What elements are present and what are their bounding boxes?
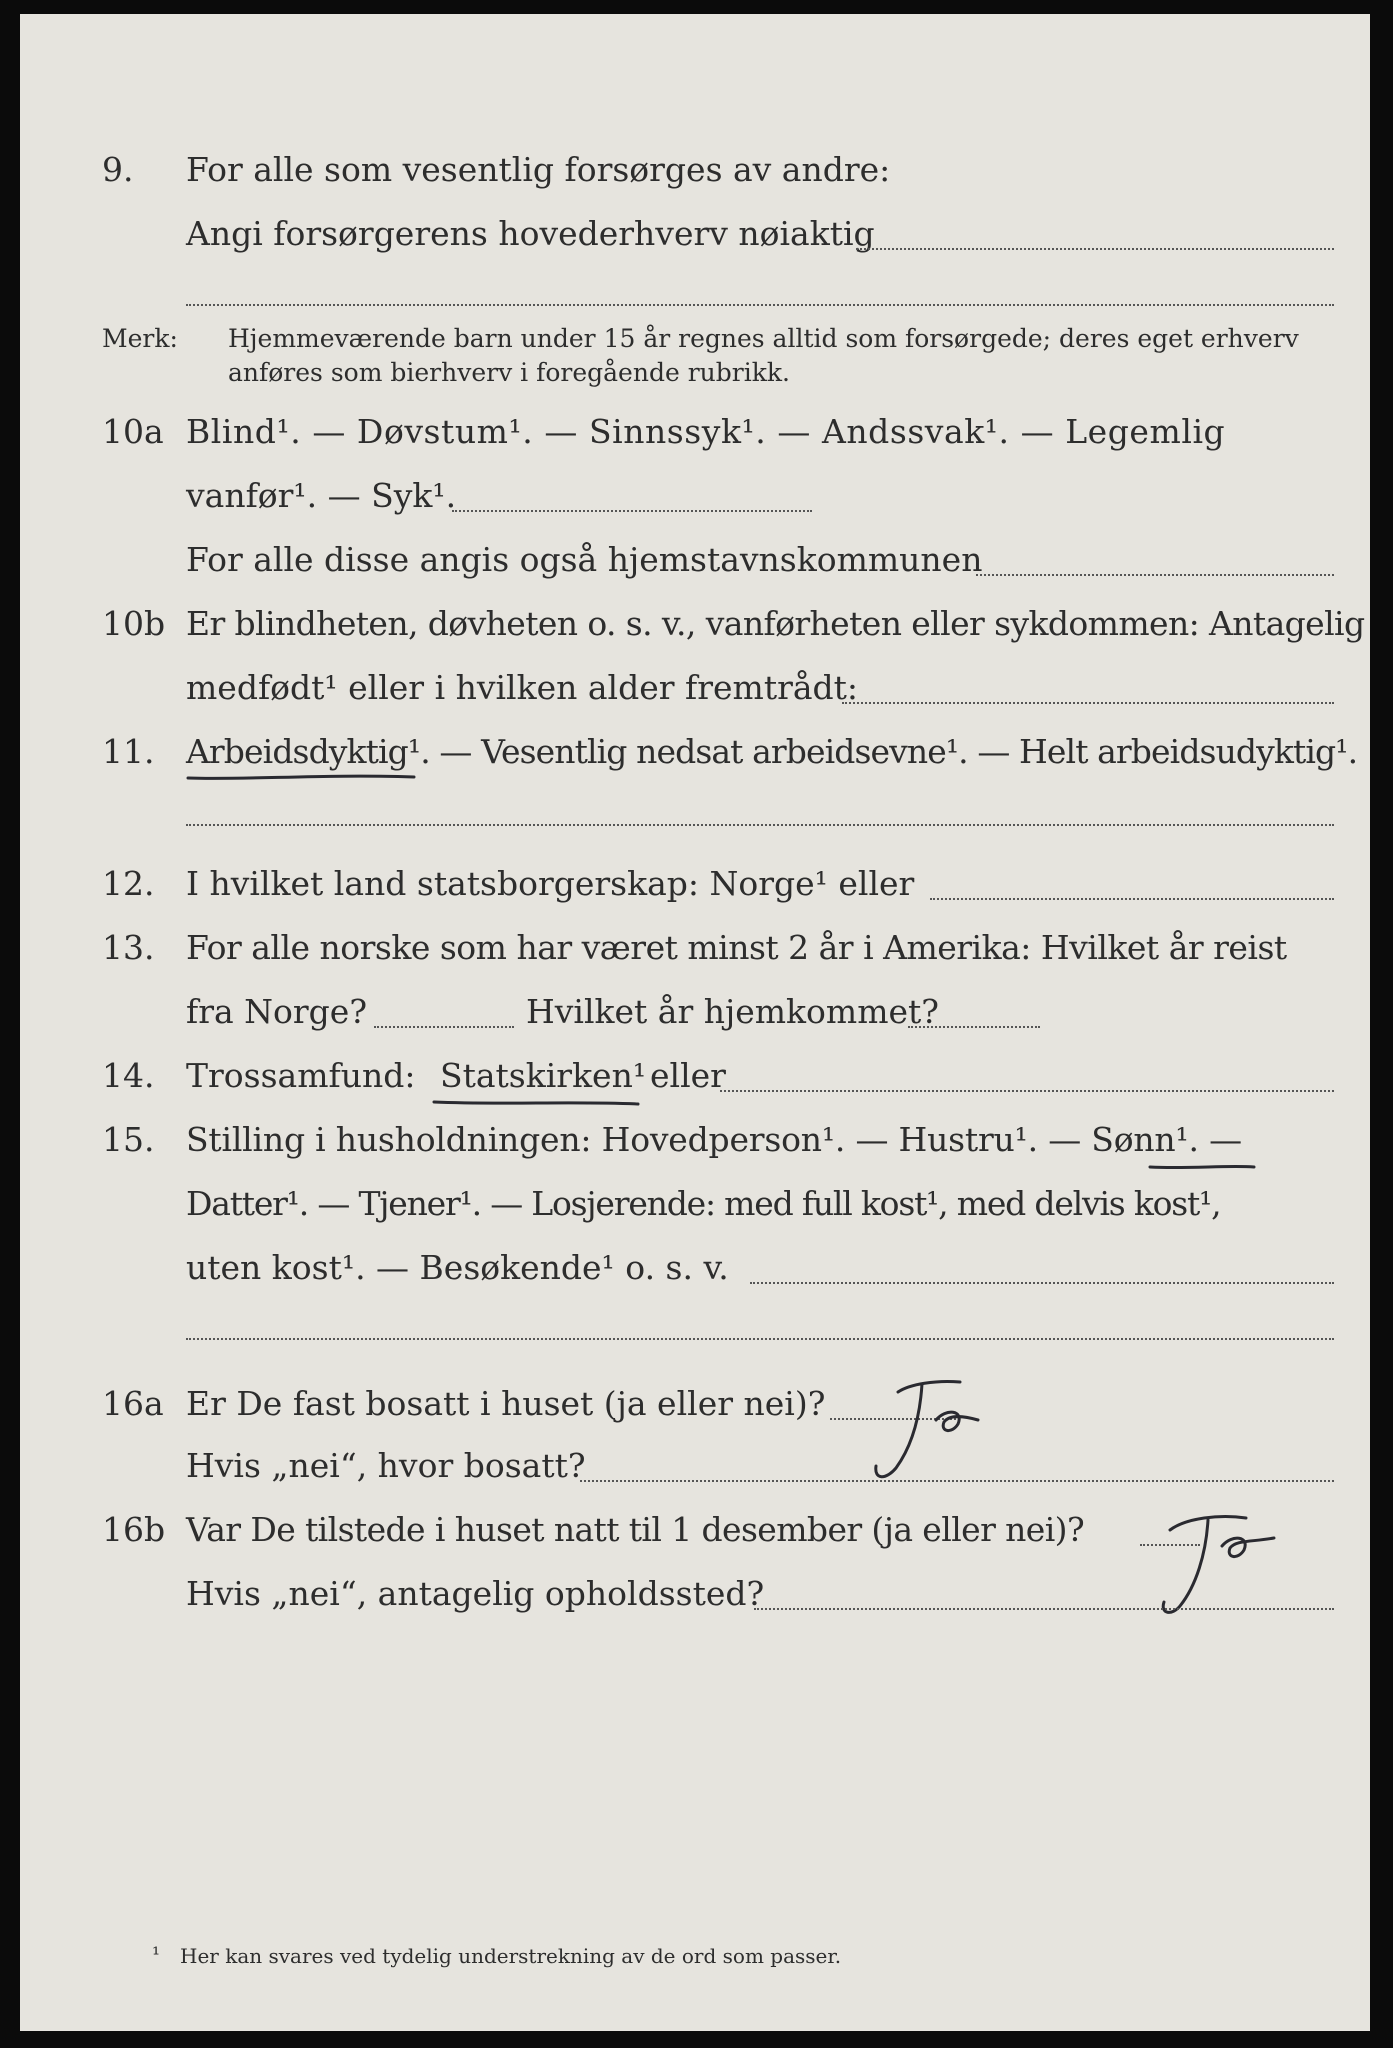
question-13-line-2: [20, 992, 1370, 1038]
question-text: I hvilket land statsborgerskap: Norge¹ eller: [186, 864, 915, 903]
answer-line[interactable]: [452, 510, 812, 512]
question-text: Hvis „nei“, antagelig opholdssted?: [186, 1574, 765, 1613]
question-number: 15.: [102, 1120, 155, 1159]
answer-line[interactable]: [908, 1026, 1040, 1028]
question-number: 14.: [102, 1056, 155, 1095]
answer-line[interactable]: [720, 1090, 1334, 1092]
note-label: Merk:: [102, 324, 178, 353]
answer-line[interactable]: [580, 1480, 1334, 1482]
question-text: medfødt¹ eller i hvilken alder fremtrådt:: [186, 668, 859, 707]
answer-line[interactable]: [186, 1338, 1334, 1340]
question-16b-line-2: [20, 1574, 1370, 1620]
question-number: 12.: [102, 864, 155, 903]
question-15-line-3: [20, 1248, 1370, 1294]
question-text: Blind¹. — Døvstum¹. — Sinnssyk¹. — Andssvak¹. — Legemlig: [186, 412, 1226, 451]
answer-option-statskirken: Statskirken¹: [440, 1056, 647, 1095]
answer-line[interactable]: [842, 702, 1334, 704]
question-text: Var De tilstede i huset natt til 1 desember (ja eller nei)?: [186, 1510, 1085, 1549]
question-13: [20, 928, 1370, 974]
handwritten-underline: [432, 1096, 642, 1110]
note-text: Hjemmeværende barn under 15 år regnes alltid som forsørgede; deres eget erhverv: [228, 324, 1299, 353]
question-text: Er blindheten, døvheten o. s. v., vanførheten eller sykdommen: Antagelig: [186, 604, 1365, 643]
question-10b-line-2: [20, 668, 1370, 714]
footnote-mark: ¹: [152, 1942, 161, 1966]
question-10a: [20, 412, 1370, 458]
question-text: Arbeidsdyktig¹. — Vesentlig nedsat arbeidsevne¹. — Helt arbeidsudyktig¹.: [186, 732, 1358, 771]
answer-line[interactable]: [374, 1026, 514, 1028]
handwritten-underline: [1148, 1160, 1258, 1174]
answer-line[interactable]: [856, 248, 1334, 250]
question-text: Hvis „nei“, hvor bosatt?: [186, 1446, 586, 1485]
handwritten-underline: [186, 770, 416, 784]
question-9: [20, 150, 1370, 196]
question-16a-line-2: [20, 1446, 1370, 1492]
question-10a-line-2: [20, 476, 1370, 522]
answer-line[interactable]: [186, 304, 1334, 306]
question-text: Er De fast bosatt i huset (ja eller nei)?: [186, 1384, 826, 1423]
question-number: 13.: [102, 928, 155, 967]
question-number: 9.: [102, 150, 134, 189]
question-number: 16b: [102, 1510, 166, 1549]
question-number: 11.: [102, 732, 155, 771]
question-number: 10a: [102, 412, 164, 451]
answer-line[interactable]: [930, 898, 1334, 900]
question-text: Hvilket år hjemkommet?: [526, 992, 939, 1031]
question-16a: [20, 1384, 1370, 1430]
answer-line[interactable]: [186, 824, 1334, 826]
question-10b: [20, 604, 1370, 650]
footnote-text: Her kan svares ved tydelig understrekning av de ord som passer.: [180, 1944, 842, 1968]
question-text: vanfør¹. — Syk¹.: [186, 476, 457, 515]
question-9-line-2: [20, 214, 1370, 260]
note-text: anføres som bierhverv i foregående rubrikk.: [228, 358, 790, 387]
question-text: Trossamfund:: [186, 1056, 416, 1095]
question-text: For alle disse angis også hjemstavnskommunen: [186, 540, 983, 579]
question-number: 10b: [102, 604, 166, 643]
question-text: fra Norge?: [186, 992, 368, 1031]
answer-line[interactable]: [750, 1282, 1334, 1284]
census-form-page: [20, 14, 1370, 2031]
question-text: For alle som vesentlig forsørges av andre:: [186, 150, 891, 189]
question-text: Angi forsørgerens hovederhverv nøiaktig: [186, 214, 875, 253]
question-14: [20, 1056, 1370, 1102]
question-12: [20, 864, 1370, 910]
answer-line[interactable]: [754, 1608, 1334, 1610]
question-10a-line-3: [20, 540, 1370, 586]
question-text: eller: [650, 1056, 726, 1095]
question-text: For alle norske som har været minst 2 år i Amerika: Hvilket år reist: [186, 928, 1287, 967]
answer-line[interactable]: [976, 574, 1334, 576]
question-15-line-2: [20, 1184, 1370, 1230]
question-text: Stilling i husholdningen: Hovedperson¹. — Hustru¹. — Sønn¹. —: [186, 1120, 1242, 1159]
question-text: Datter¹. — Tjener¹. — Losjerende: med full kost¹, med delvis kost¹,: [186, 1184, 1221, 1223]
question-number: 16a: [102, 1384, 164, 1423]
question-text: uten kost¹. — Besøkende¹ o. s. v.: [186, 1248, 729, 1287]
